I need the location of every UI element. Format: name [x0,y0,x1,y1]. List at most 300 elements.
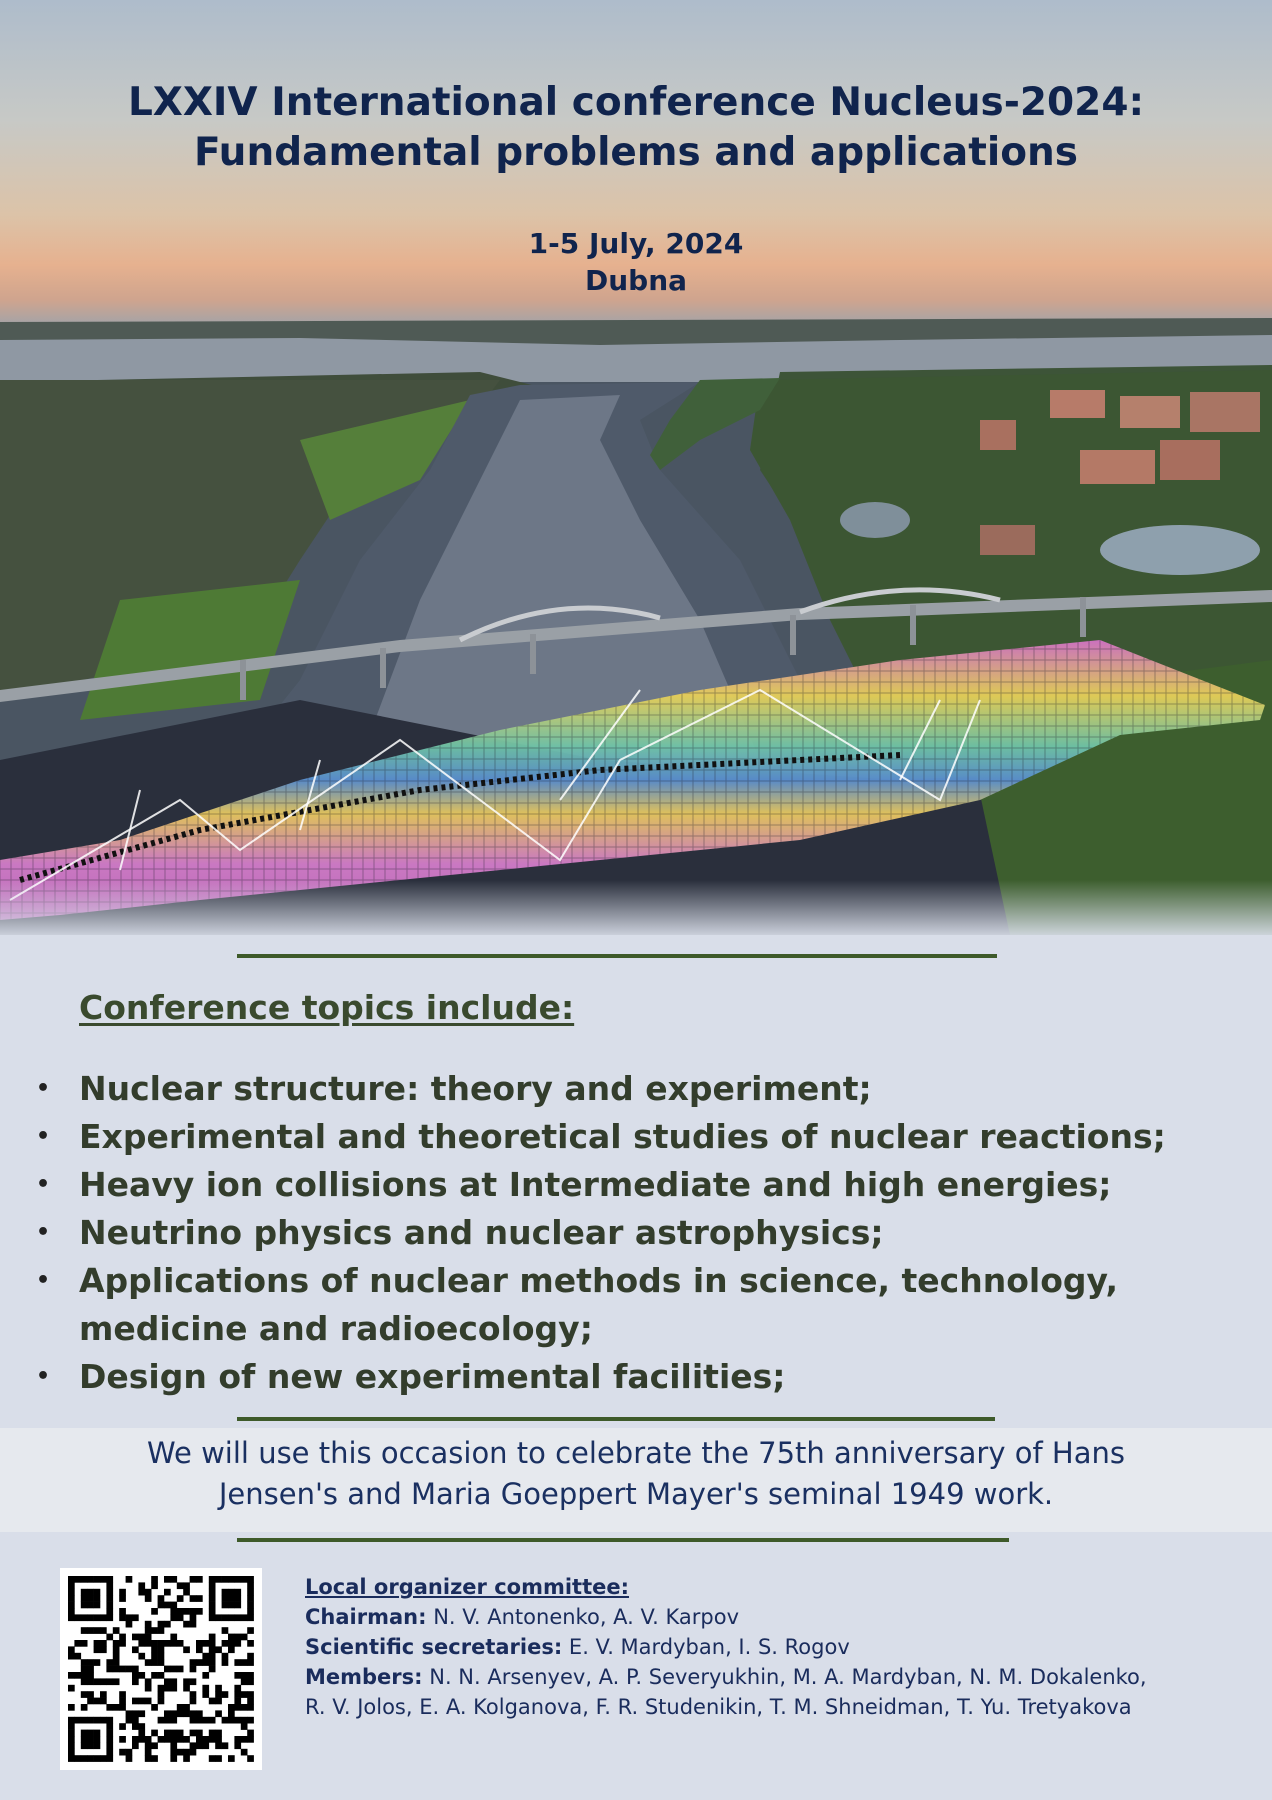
qr-module [190,1621,197,1628]
committee-chairman [305,1602,1147,1632]
qr-module [106,1595,113,1602]
qr-module [234,1614,241,1621]
qr-module [100,1755,107,1762]
qr-module [132,1736,139,1743]
qr-module [126,1576,133,1583]
qr-module [87,1736,94,1743]
qr-module [87,1755,94,1762]
qr-module [87,1717,94,1724]
qr-module [190,1742,197,1749]
qr-module [202,1736,209,1743]
qr-module [202,1672,209,1679]
qr-module [228,1640,235,1647]
qr-module [132,1634,139,1641]
qr-module [177,1749,184,1756]
qr-module [138,1634,145,1641]
qr-module [145,1755,152,1762]
qr-module [209,1736,216,1743]
qr-module [196,1710,203,1717]
qr-module [183,1608,190,1615]
qr-module [228,1710,235,1717]
qr-module [132,1672,139,1679]
qr-module [68,1646,75,1653]
qr-module [247,1659,254,1666]
qr-module [170,1576,177,1583]
qr-module [145,1621,152,1628]
qr-module [234,1672,241,1679]
qr-module [106,1602,113,1609]
qr-module [164,1640,171,1647]
qr-module [81,1672,88,1679]
list-item [36,1065,1256,1113]
qr-module [177,1608,184,1615]
qr-module [164,1621,171,1628]
qr-module [138,1730,145,1737]
qr-module [209,1595,216,1602]
qr-module [158,1627,165,1634]
qr-code-icon[interactable] [60,1568,262,1770]
qr-module [190,1698,197,1705]
title-line-2: Fundamental problems and applications [193,130,1078,175]
topic-text: Experimental and theoretical studies of nuclear reactions; [79,1117,1166,1156]
qr-module [170,1717,177,1724]
qr-module [158,1698,165,1705]
qr-module [247,1627,254,1634]
qr-module [170,1608,177,1615]
qr-module [145,1685,152,1692]
qr-module [138,1736,145,1743]
qr-module [190,1608,197,1615]
qr-module [81,1742,88,1749]
qr-module [138,1672,145,1679]
qr-module [202,1653,209,1660]
qr-module [151,1608,158,1615]
qr-module [74,1653,81,1660]
conference-date-place [0,225,1272,299]
qr-module [138,1698,145,1705]
qr-module [126,1717,133,1724]
qr-module [183,1621,190,1628]
qr-module [183,1710,190,1717]
qr-module [119,1614,126,1621]
qr-module [190,1595,197,1602]
qr-module [209,1666,216,1673]
qr-module [241,1691,248,1698]
qr-module [81,1666,88,1673]
topics-list [36,1065,1256,1401]
qr-module [247,1672,254,1679]
qr-module [74,1717,81,1724]
qr-module [228,1589,235,1596]
qr-module [151,1659,158,1666]
qr-module [228,1576,235,1583]
qr-module [119,1749,126,1756]
qr-module [222,1659,229,1666]
qr-module [241,1576,248,1583]
qr-module [234,1589,241,1596]
qr-module [68,1595,75,1602]
qr-module [100,1576,107,1583]
qr-module [170,1742,177,1749]
qr-module [145,1627,152,1634]
qr-module [106,1582,113,1589]
qr-module [177,1595,184,1602]
qr-module [145,1634,152,1641]
qr-module [202,1659,209,1666]
qr-module [222,1742,229,1749]
qr-module [106,1749,113,1756]
qr-module [113,1678,120,1685]
qr-module [87,1742,94,1749]
qr-module [183,1736,190,1743]
qr-module [126,1614,133,1621]
celebration-note [0,1428,1272,1532]
divider-1 [237,954,997,958]
qr-module [94,1614,101,1621]
qr-module [74,1755,81,1762]
qr-module [241,1736,248,1743]
qr-module [158,1659,165,1666]
qr-module [87,1602,94,1609]
qr-module [151,1704,158,1711]
qr-module [119,1595,126,1602]
qr-module [196,1576,203,1583]
qr-module [106,1704,113,1711]
qr-module [164,1678,171,1685]
qr-module [215,1698,222,1705]
topic-text: Nuclear structure: theory and experiment; [79,1069,872,1108]
qr-module [196,1659,203,1666]
members-names-line-1: N. N. Arsenyev, A. P. Severyukhin, M. A. Mardyban, N. M. Dokalenko, [429,1665,1147,1689]
qr-module [138,1710,145,1717]
qr-module [132,1717,139,1724]
qr-module [100,1717,107,1724]
qr-module [183,1678,190,1685]
qr-module [234,1742,241,1749]
qr-module [158,1595,165,1602]
qr-module [202,1742,209,1749]
qr-module [138,1640,145,1647]
qr-module [164,1685,171,1692]
topic-text: Neutrino physics and nuclear astrophysics; [79,1213,884,1252]
qr-module [247,1614,254,1621]
qr-module [138,1723,145,1730]
qr-module [68,1755,75,1762]
qr-module [177,1710,184,1717]
qr-module [215,1742,222,1749]
qr-module [234,1736,241,1743]
qr-module [81,1755,88,1762]
qr-module [170,1730,177,1737]
qr-module [87,1698,94,1705]
qr-module [87,1627,94,1634]
qr-module [215,1755,222,1762]
qr-module [158,1621,165,1628]
qr-module [228,1717,235,1724]
qr-module [241,1717,248,1724]
qr-module [106,1659,113,1666]
qr-module [81,1576,88,1583]
qr-module [145,1659,152,1666]
qr-module [119,1589,126,1596]
qr-module [164,1589,171,1596]
qr-module [183,1582,190,1589]
qr-module [190,1717,197,1724]
qr-module [113,1627,120,1634]
qr-module [81,1640,88,1647]
qr-module [145,1749,152,1756]
qr-module [113,1646,120,1653]
members-names-line-2: R. V. Jolos, E. A. Kolganova, F. R. Studenikin, T. M. Shneidman, T. Yu. Tretyakova [305,1695,1132,1719]
qr-module [170,1755,177,1762]
qr-module [222,1640,229,1647]
qr-module [209,1659,216,1666]
qr-module [215,1646,222,1653]
qr-module [68,1608,75,1615]
qr-module [106,1755,113,1762]
qr-module [145,1742,152,1749]
qr-module [106,1666,113,1673]
topics-heading: Conference topics include: [79,988,575,1027]
qr-module [100,1627,107,1634]
qr-module [68,1672,75,1679]
qr-module [119,1666,126,1673]
qr-module [87,1576,94,1583]
qr-module [170,1666,177,1673]
qr-module [247,1608,254,1615]
qr-module [209,1634,216,1641]
qr-module [247,1589,254,1596]
qr-module [196,1717,203,1724]
qr-module [196,1730,203,1737]
qr-module [183,1646,190,1653]
qr-module [170,1749,177,1756]
chairman-label: Chairman: [305,1605,427,1629]
committee-members [305,1662,1147,1692]
committee-secretaries [305,1632,1147,1662]
qr-module [87,1595,94,1602]
qr-module [209,1730,216,1737]
qr-module [247,1576,254,1583]
topic-text: Applications of nuclear methods in science, technology, medicine and radioecology; [79,1261,1118,1348]
qr-module [68,1749,75,1756]
conference-date: 1-5 July, 2024 [528,227,744,260]
hero-fade [0,880,1272,935]
qr-module [222,1627,229,1634]
qr-module [132,1710,139,1717]
qr-module [126,1755,133,1762]
qr-module [164,1730,171,1737]
secretaries-label: Scientific secretaries: [305,1635,563,1659]
qr-module [94,1602,101,1609]
qr-module [170,1614,177,1621]
qr-module [106,1730,113,1737]
qr-module [132,1666,139,1673]
qr-module [74,1576,81,1583]
qr-module [215,1691,222,1698]
qr-module [87,1691,94,1698]
qr-module [177,1730,184,1737]
qr-module [94,1589,101,1596]
qr-module [170,1640,177,1647]
qr-module [119,1698,126,1705]
qr-module [158,1736,165,1743]
qr-module [68,1717,75,1724]
qr-module [138,1582,145,1589]
qr-module [81,1589,88,1596]
qr-module [241,1723,248,1730]
qr-module [209,1646,216,1653]
qr-module [170,1634,177,1641]
topic-text: Design of new experimental facilities; [79,1357,786,1396]
qr-module [247,1717,254,1724]
qr-module [68,1685,75,1692]
qr-module [74,1640,81,1647]
qr-module [126,1710,133,1717]
qr-module [151,1730,158,1737]
bullet-icon: • [36,1268,51,1293]
organizer-committee [305,1572,1147,1722]
qr-module [164,1717,171,1724]
qr-module [132,1698,139,1705]
qr-module [215,1614,222,1621]
qr-module [119,1736,126,1743]
qr-module [145,1678,152,1685]
qr-module [164,1576,171,1583]
qr-module [247,1678,254,1685]
qr-module [190,1666,197,1673]
qr-module [94,1755,101,1762]
list-item [36,1161,1256,1209]
qr-module [228,1602,235,1609]
qr-module [209,1653,216,1660]
qr-module [132,1678,139,1685]
qr-module [126,1749,133,1756]
qr-module [106,1634,113,1641]
qr-module [151,1653,158,1660]
celebration-line-2: Jensen's and Maria Goeppert Mayer's seminal 1949 work. [218,1477,1054,1511]
conference-place: Dubna [584,264,688,297]
qr-module [151,1627,158,1634]
qr-module [247,1698,254,1705]
qr-module [196,1640,203,1647]
qr-module [145,1698,152,1705]
qr-module [94,1730,101,1737]
qr-module [215,1685,222,1692]
qr-module [158,1717,165,1724]
qr-module [100,1614,107,1621]
bullet-icon: • [36,1172,51,1197]
qr-module [234,1602,241,1609]
qr-module [222,1589,229,1596]
qr-module [113,1653,120,1660]
qr-module [94,1640,101,1647]
qr-module [183,1704,190,1711]
qr-module [222,1595,229,1602]
qr-module [234,1634,241,1641]
qr-module [151,1672,158,1679]
qr-module [222,1602,229,1609]
qr-module [241,1672,248,1679]
qr-module [119,1608,126,1615]
qr-module [202,1717,209,1724]
qr-module [183,1755,190,1762]
qr-module [145,1640,152,1647]
qr-module [81,1659,88,1666]
qr-module [190,1576,197,1583]
qr-module [241,1634,248,1641]
qr-module [228,1755,235,1762]
qr-module [190,1614,197,1621]
chairman-names: N. V. Antonenko, A. V. Karpov [433,1605,740,1629]
title-line-1: LXXIV International conference Nucleus-2024: [127,80,1145,125]
qr-module [190,1710,197,1717]
qr-module [177,1666,184,1673]
qr-module [132,1646,139,1653]
qr-module [209,1576,216,1583]
qr-module [247,1730,254,1737]
qr-module [151,1755,158,1762]
qr-module [87,1672,94,1679]
qr-module [106,1576,113,1583]
qr-module [132,1742,139,1749]
qr-module [177,1640,184,1647]
qr-module [94,1595,101,1602]
qr-module [94,1576,101,1583]
qr-module [68,1602,75,1609]
qr-module [234,1717,241,1724]
qr-module [209,1717,216,1724]
qr-module [202,1691,209,1698]
qr-module [241,1659,248,1666]
qr-module [87,1659,94,1666]
qr-module [183,1589,190,1596]
qr-module [183,1685,190,1692]
qr-module [113,1666,120,1673]
qr-module [222,1717,229,1724]
qr-module [158,1672,165,1679]
qr-module [202,1685,209,1692]
qr-module [234,1640,241,1647]
qr-module [190,1730,197,1737]
qr-module [196,1646,203,1653]
qr-module [177,1582,184,1589]
members-label: Members: [305,1665,423,1689]
qr-module [158,1602,165,1609]
qr-module [100,1640,107,1647]
qr-module [164,1736,171,1743]
qr-module [234,1659,241,1666]
qr-module [94,1717,101,1724]
qr-module [119,1723,126,1730]
qr-module [247,1755,254,1762]
qr-module [68,1589,75,1596]
qr-module [74,1614,81,1621]
qr-module [68,1723,75,1730]
qr-module [68,1730,75,1737]
qr-module [196,1742,203,1749]
qr-module [241,1704,248,1711]
qr-module [228,1614,235,1621]
qr-module [106,1589,113,1596]
qr-module [228,1634,235,1641]
qr-module [81,1602,88,1609]
qr-module [119,1704,126,1711]
qr-module [106,1678,113,1685]
qr-module [196,1595,203,1602]
qr-module [170,1685,177,1692]
qr-module [228,1704,235,1711]
